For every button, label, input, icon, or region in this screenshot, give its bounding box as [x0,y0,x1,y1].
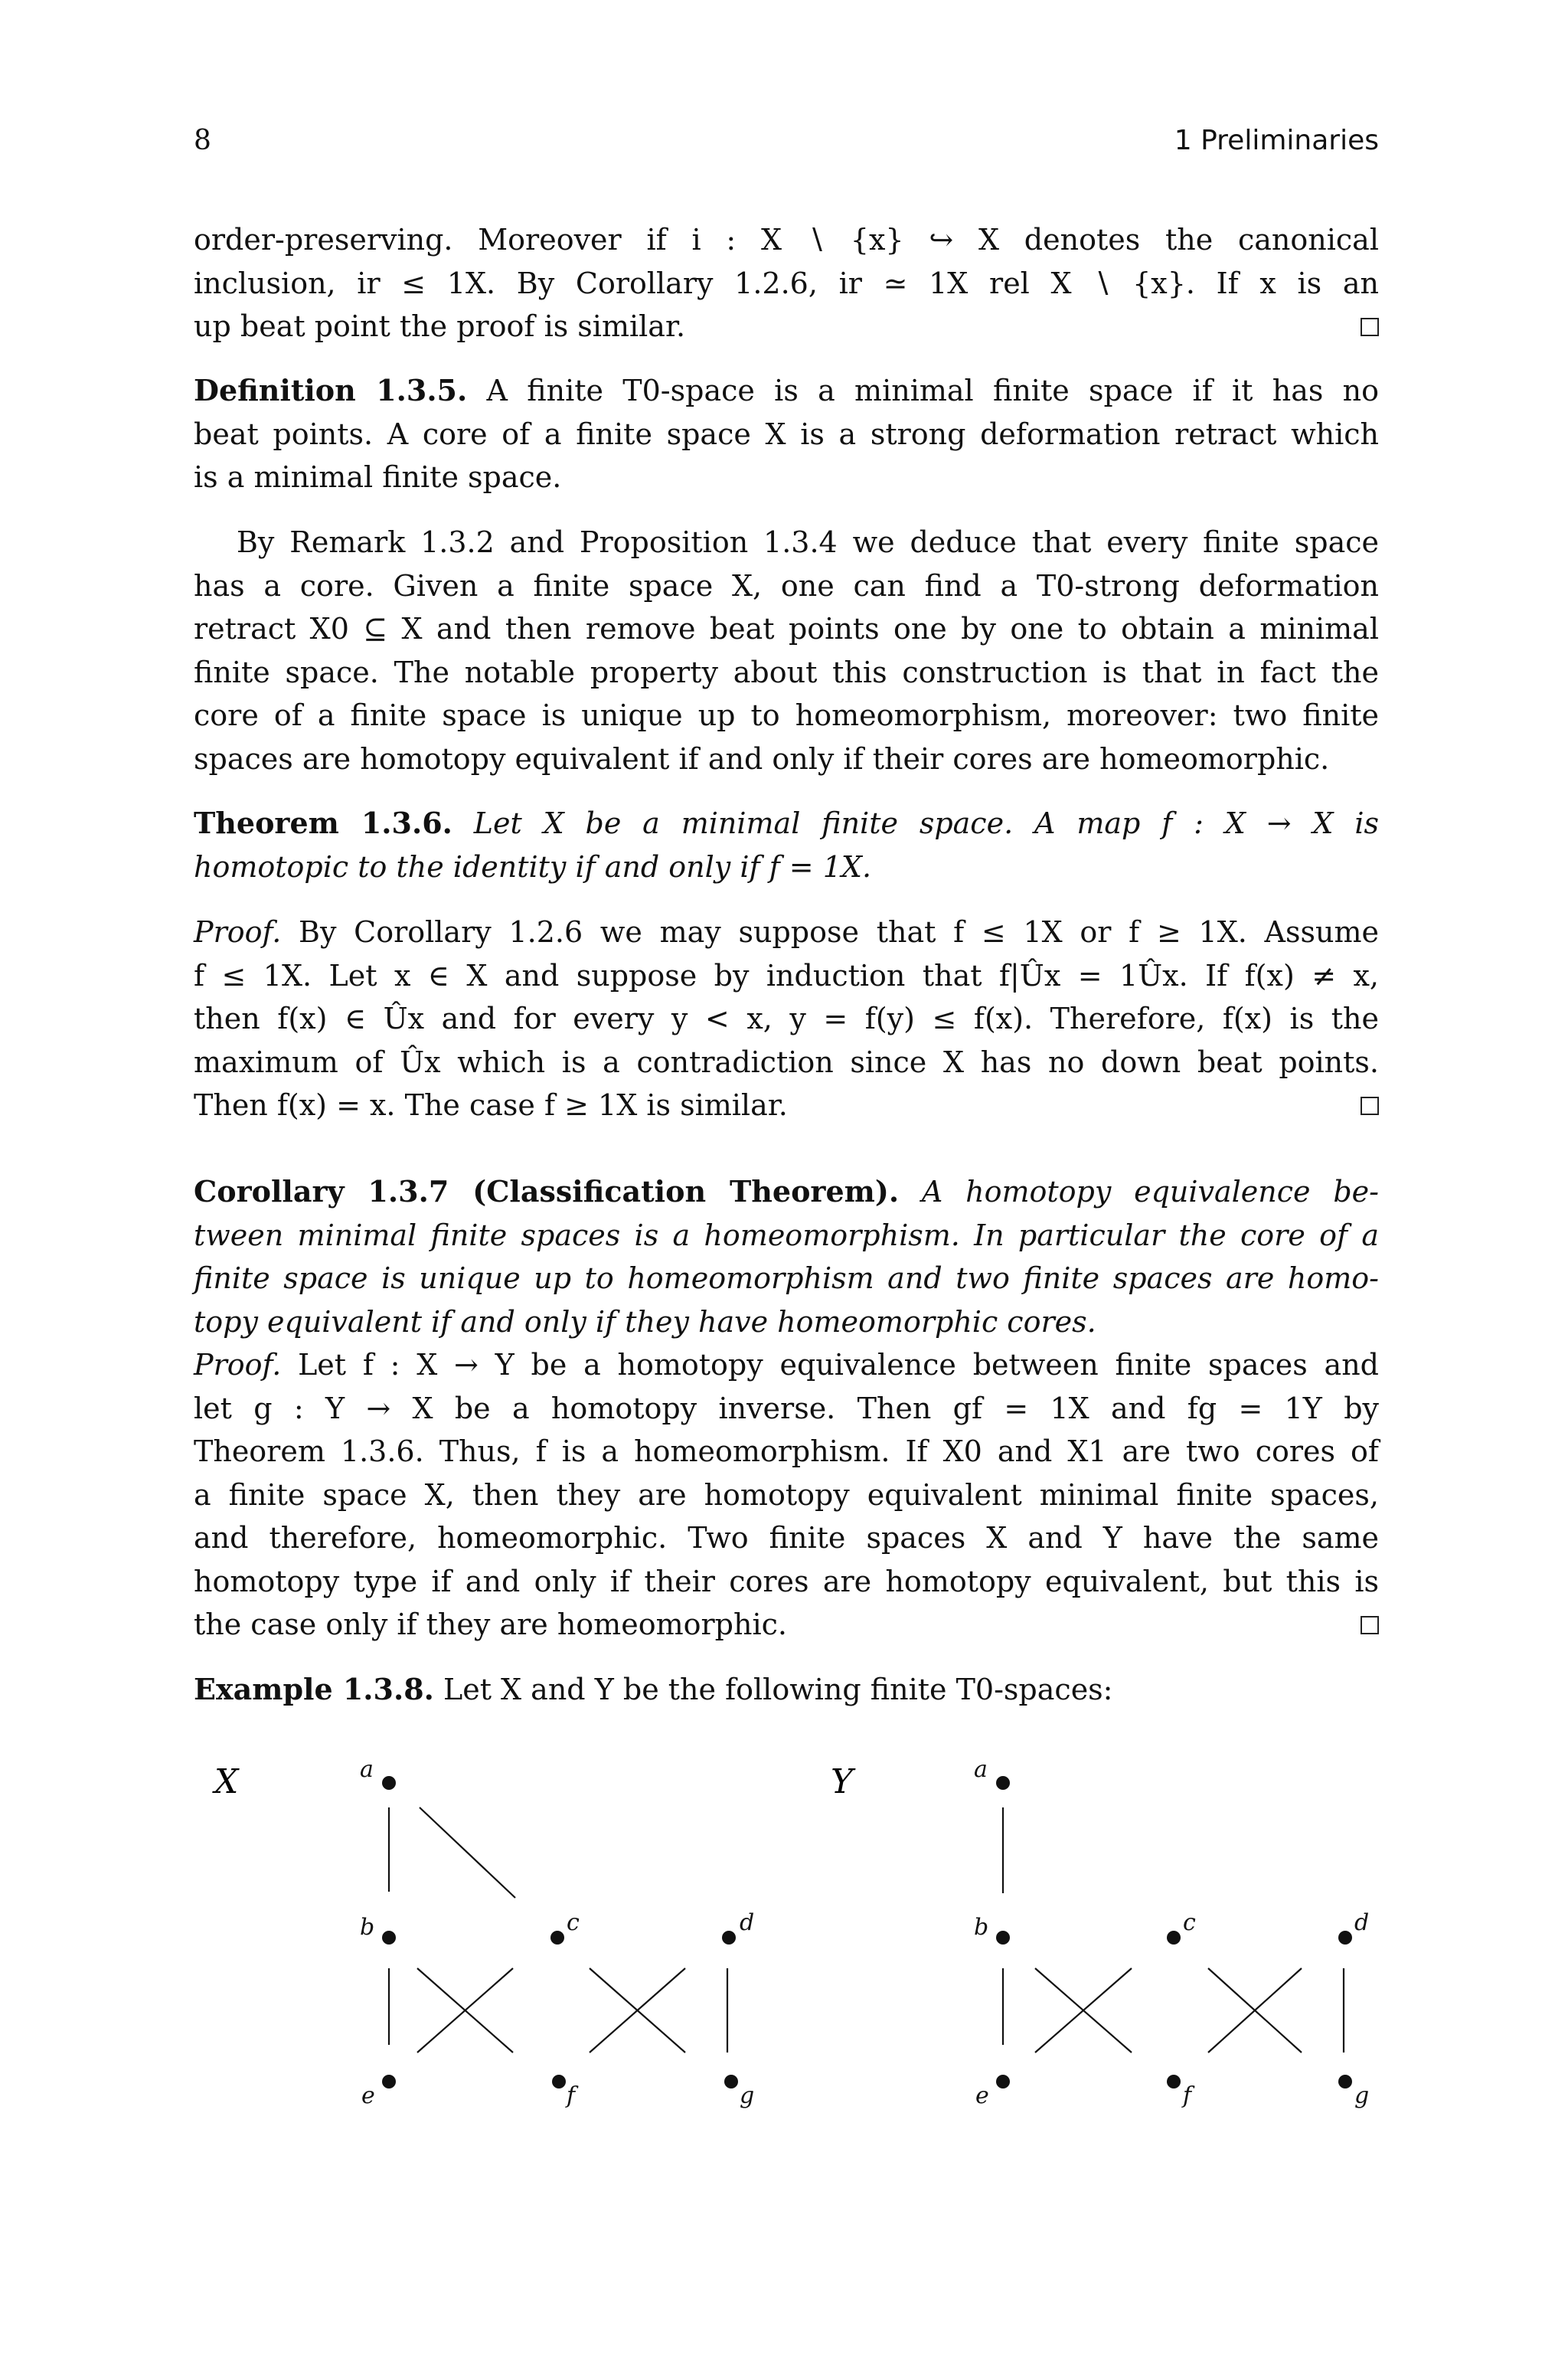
paragraph-cores [194,521,1379,780]
text-line: retract X0 ⊆ X and then remove beat points one by one to obtain a minimal [194,612,1379,646]
point-label-a: a [974,1756,988,1783]
point-d [1338,1931,1352,1945]
example-1-3-8: Example 1.3.8. Let X and Y be the following finite T0-spaces: [194,1672,1113,1706]
proof-label: Proof. [194,1348,282,1382]
text-line: maximum of Ûx which is a contradiction since X has no down beat points. [194,1045,1379,1079]
point-label-f: f [1183,2082,1192,2109]
point-label-b: b [974,1914,989,1941]
point-label-e: e [361,2082,375,2109]
text-line: has a core. Given a finite space X, one can find a T0-strong deformation [194,568,1379,603]
text-line: topy equivalent if and only if they have homeomorphic cores. [194,1304,1096,1339]
point-label-d: d [1354,1909,1370,1936]
space-y-points [996,1776,1352,2089]
space-x-label: X [214,1762,239,1801]
text-line: homotopic to the identity if and only if f = 1X. [194,849,872,884]
text-line: a finite space X, then they are homotopy equivalent minimal finite spaces, [194,1477,1379,1512]
point-d [722,1931,736,1945]
space-x-diagram [212,1756,754,2109]
point-label-e: e [975,2082,989,2109]
point-label-b: b [360,1914,375,1941]
text-line: core of a finite space is unique up to homeomorphism, moreover: two finite [194,698,1379,732]
text-line: Theorem 1.3.6. Thus, f is a homeomorphism. If X0 and X1 are two cores of [194,1434,1379,1468]
point-a [382,1776,396,1790]
corollary-1-3-7: Corollary 1.3.7 (Classification Theorem). A homotopy equivalence be- tween minimal finite spaces is a homeomorphism. In particular the core of a finite space is unique up to homeomorphism and two finite spaces are homo- topy equivalent if and only if they have homeomorphic cores. [194,1170,1379,1343]
proof-theorem-1-3-6: Proof. By Corollary 1.2.6 we may suppose that f ≤ 1X or f ≥ 1X. Assume f ≤ 1X. Let x ∈ X and suppose by induction that f|Ûx = 1Ûx. If f(x) ≠ x, then f(x) ∈ Ûx and for every y < x, y = f(y) ≤ f(x). Therefore, f(x) is the maximum of Ûx which is a contradiction since X has no down beat points. Then f(x) = x. The case f ≥ 1X is similar. [194,911,1379,1127]
point-f [1167,2075,1181,2089]
text-line: finite space is unique up to homeomorphism and two finite spaces are homo- [194,1261,1379,1295]
point-label-d: d [740,1909,755,1936]
text-line: homotopy type if and only if their cores are homotopy equivalent, but this is [194,1564,1379,1598]
text-line: inclusion, ir ≤ 1X. By Corollary 1.2.6, ir ≃ 1X rel X ∖ {x}. If x is an [194,266,1379,300]
point-c [1167,1931,1181,1945]
point-b [382,1931,396,1945]
proof-label: Proof. [194,915,282,949]
qed-symbol [1361,318,1379,336]
point-a [996,1776,1010,1790]
text-line: f ≤ 1X. Let x ∈ X and suppose by induction that f|Ûx = 1Ûx. If f(x) ≠ x, [194,958,1379,993]
text-line: Then f(x) = x. The case f ≥ 1X is similar. [194,1088,788,1122]
corollary-label: Corollary 1.3.7 (Classification Theorem). [194,1174,900,1209]
text-line: By Remark 1.3.2 and Proposition 1.3.4 we deduce that every finite space [237,525,1379,559]
theorem-1-3-6: Theorem 1.3.6. Let X be a minimal finite space. A map f : X → X is homotopic to the identity if and only if f = 1X. [194,802,1379,888]
point-label-c: c [1183,1909,1196,1936]
space-y-diagram [831,1756,1369,2109]
page-number: 8 [194,125,211,156]
text-line: order-preserving. Moreover if i : X ∖ {x} ↪ X denotes the canonical [194,223,1379,257]
example-label: Example 1.3.8. [194,1672,434,1706]
space-x-edges [389,1807,727,2053]
qed-symbol [1361,1097,1379,1115]
text-line: finite space. The notable property about this construction is that in fact the [194,655,1379,689]
text-line: let g : Y → X be a homotopy inverse. Then gf = 1X and fg = 1Y by [194,1391,1379,1425]
definition-1-3-5: Definition 1.3.5. A finite T0-space is a minimal finite space if it has no beat points. A core of a finite space X is a strong deformation retract which is a minimal finite space. [194,369,1379,499]
text-line: beat points. A core of a finite space X is a strong deformation retract which [194,417,1379,451]
text-line: up beat point the proof is similar. [194,309,686,343]
point-label-f: f [567,2082,576,2109]
hasse-diagrams [0,1746,1568,2144]
point-e [382,2075,396,2089]
point-g [1338,2075,1352,2089]
point-b [996,1931,1010,1945]
point-e [996,2075,1010,2089]
text-line: is a minimal finite space. [194,460,562,494]
text-line: the case only if they are homeomorphic. [194,1608,787,1641]
space-y-edges [1003,1807,1344,2053]
text-line: tween minimal finite spaces is a homeomorphism. In particular the core of a [194,1218,1379,1252]
text-line: spaces are homotopy equivalent if and only if their cores are homeomorphic. [194,741,1330,776]
previous-proof-end [194,218,1379,348]
running-header: 1 Preliminaries [1174,125,1379,156]
point-label-g: g [740,2082,755,2109]
proof-corollary-1-3-7: Proof. Let f : X → Y be a homotopy equivalence between finite spaces and let g : Y → X be a homotopy inverse. Then gf = 1X and fg = 1Y by Theorem 1.3.6. Thus, f is a homeomorphism. If X0 and X1 are two cores of a finite space X, then they are homotopy equivalent minimal finite spaces, and therefore, homeomorphic. Two finite spaces X and Y have the same homotopy type if and only if their cores are homotopy equivalent, but this is the case only if they are homeomorphic. [194,1343,1379,1647]
point-c [550,1931,564,1945]
point-g [724,2075,738,2089]
qed-symbol [1361,1616,1379,1634]
point-label-a: a [360,1756,374,1783]
text-line: and therefore, homeomorphic. Two finite spaces X and Y have the same [194,1521,1379,1555]
point-label-c: c [567,1909,580,1936]
edge-a-c [420,1807,515,1898]
space-y-label: Y [831,1762,854,1801]
theorem-label: Theorem 1.3.6. [194,806,452,840]
definition-label: Definition 1.3.5. [194,373,468,407]
point-label-g: g [1354,2082,1370,2109]
text-line: then f(x) ∈ Ûx and for every y < x, y = f(y) ≤ f(x). Therefore, f(x) is the [194,1002,1379,1035]
point-f [552,2075,566,2089]
